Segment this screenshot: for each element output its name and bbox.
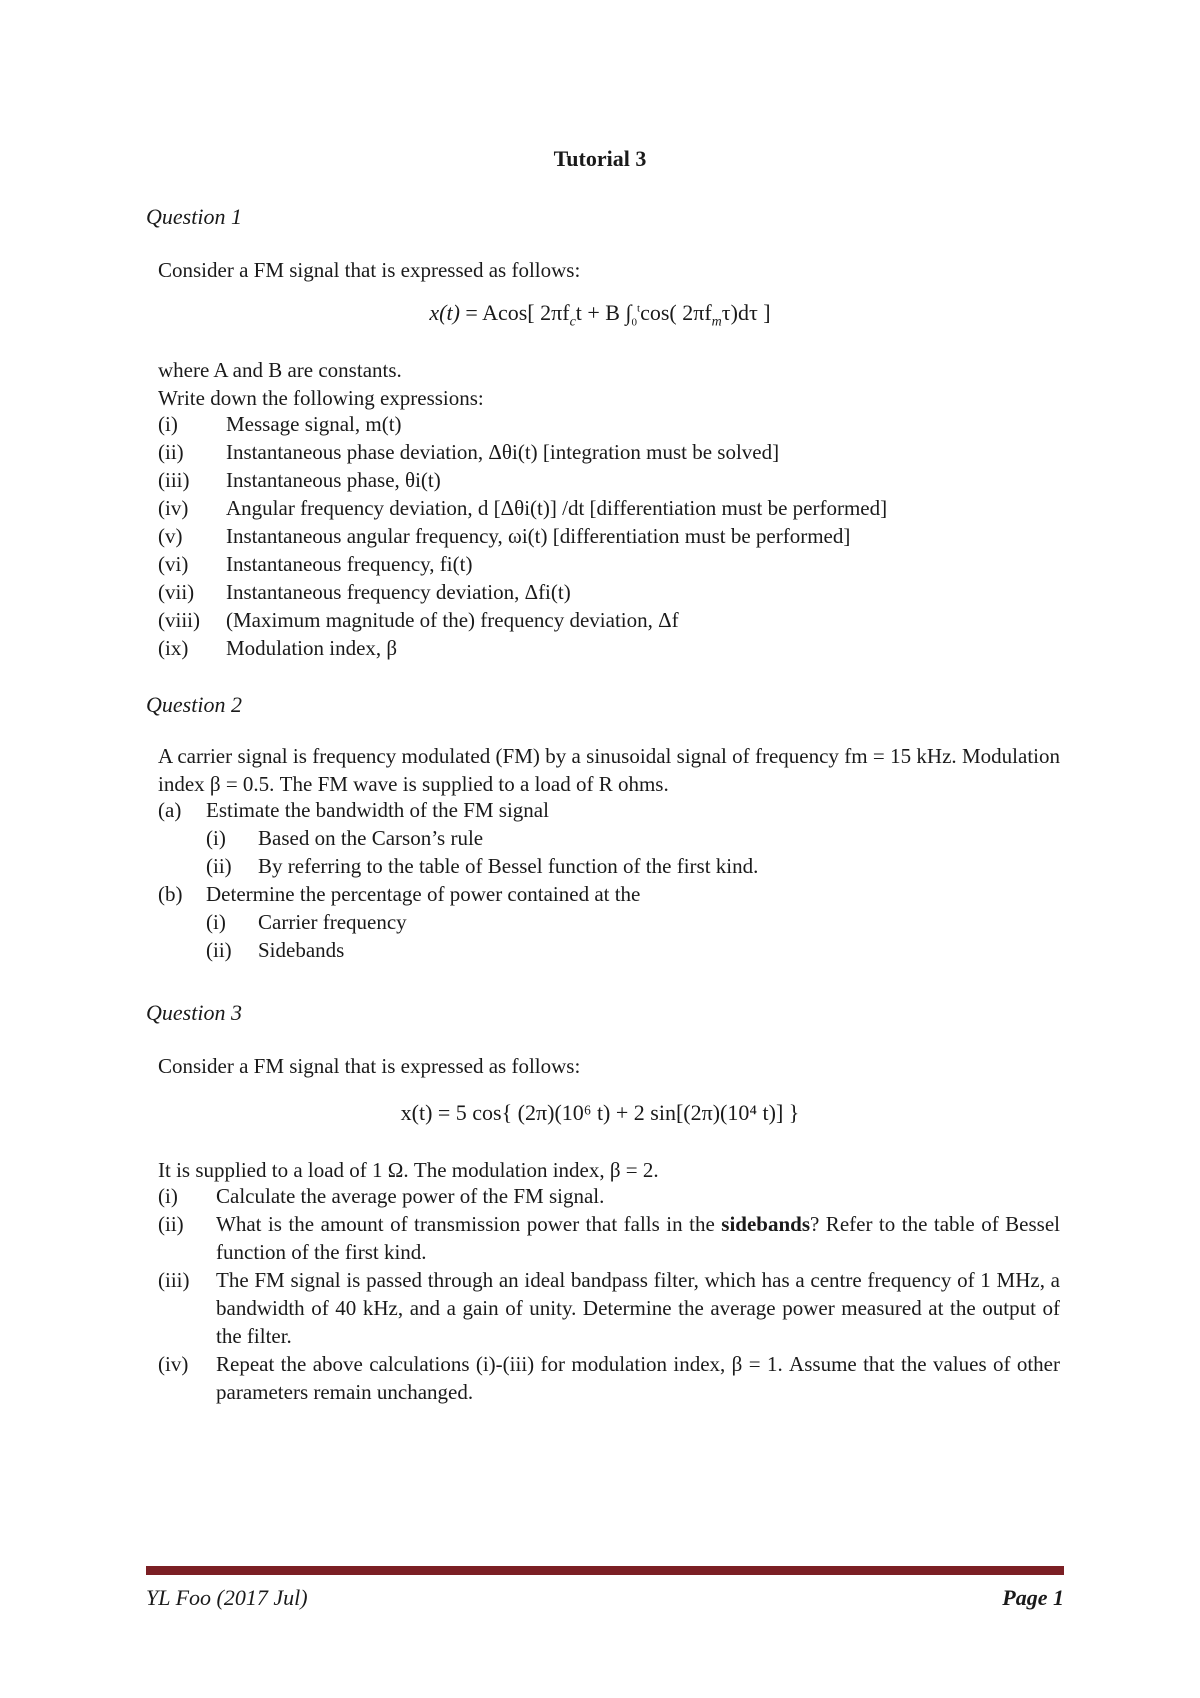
question-2-part-b <box>158 880 640 908</box>
question-3-intro: Consider a FM signal that is expressed as follows: <box>158 1054 581 1078</box>
list-item: (iii) The FM signal is passed through an ideal bandpass filter, which has a centre frequency of 1 MHz, a bandwidth of 40 kHz, and a gain of unity. Determine the average power measured at the output of the filter. <box>158 1268 1060 1348</box>
eq-end: τ)dτ ] <box>721 300 771 325</box>
footer-divider <box>146 1566 1064 1575</box>
question-2-part-a-list <box>206 824 758 880</box>
list-item: (ix) Modulation index, β <box>158 636 398 660</box>
list-item: (i) Message signal, m(t) <box>158 412 402 436</box>
list-item: (i) Based on the Carson’s rule <box>206 826 484 850</box>
list-item: (b) Determine the percentage of power contained at the <box>158 882 641 906</box>
question-1-intro: Consider a FM signal that is expressed as follows: <box>158 258 581 282</box>
question-1-where: where A and B are constants. <box>158 358 402 382</box>
question-2-part-a <box>158 796 549 824</box>
eq-lhs: x(t) <box>429 300 460 325</box>
list-item: (ii) Instantaneous phase deviation, Δθi(t) [integration must be solved] <box>158 440 780 464</box>
question-2-intro: A carrier signal is frequency modulated (FM) by a sinusoidal signal of frequency fm = 15 kHz. Modulation index β = 0.5. The FM wave is supplied to a load of R ohms. <box>158 744 1060 796</box>
question-3-heading: Question 3 <box>146 1000 242 1025</box>
list-item: (vi) Instantaneous frequency, fi(t) <box>158 552 473 576</box>
eq-sub-c: c <box>569 314 576 330</box>
question-1-heading: Question 1 <box>146 204 242 229</box>
question-3-load: It is supplied to a load of 1 Ω. The modulation index, β = 2. <box>158 1158 659 1182</box>
question-1-list <box>158 410 887 662</box>
list-item: (iv) Angular frequency deviation, d [Δθi(t)] /dt [differentiation must be performed] <box>158 496 888 520</box>
list-item: (ii) What is the amount of transmission power that falls in the sidebands? Refer to the table of Bessel function of the first kind. <box>158 1212 1061 1264</box>
list-item: (viii) (Maximum magnitude of the) frequency deviation, Δf <box>158 608 679 632</box>
question-3-equation: x(t) = 5 cos{ (2π)(10⁶ t) + 2 sin[(2π)(10⁴ t)] } <box>400 1100 800 1125</box>
eq-cos: cos( 2πf <box>640 300 712 325</box>
eq-sub-m: m <box>711 314 722 330</box>
list-item: (v) Instantaneous angular frequency, ωi(t) [differentiation must be performed] <box>158 524 851 548</box>
footer-author: YL Foo (2017 Jul) <box>146 1585 308 1610</box>
list-item: (ii) By referring to the table of Bessel function of the first kind. <box>206 854 759 878</box>
list-item: (iii) Instantaneous phase, θi(t) <box>158 468 441 492</box>
eq-mid: t + B ∫ <box>575 300 632 325</box>
list-item: (vii) Instantaneous frequency deviation, Δfi(t) <box>158 580 571 604</box>
question-1-write: Write down the following expressions: <box>158 386 484 410</box>
question-2-part-b-list <box>206 908 407 964</box>
list-item: (a) Estimate the bandwidth of the FM signal <box>158 798 549 822</box>
question-3-list <box>158 1182 1060 1406</box>
eq-rhs: = Acos[ 2πf <box>465 300 570 325</box>
footer-page-number: Page 1 <box>1002 1585 1064 1610</box>
list-item: (i) Carrier frequency <box>206 910 407 934</box>
list-item: (ii) Sidebands <box>206 938 345 962</box>
question-2-heading: Question 2 <box>146 692 242 717</box>
question-1-equation <box>0 300 1200 330</box>
eq-lower-limit: 0 <box>631 316 638 329</box>
page-title: Tutorial 3 <box>553 146 647 171</box>
list-item: (i) Calculate the average power of the FM signal. <box>158 1184 605 1208</box>
list-item: (iv) Repeat the above calculations (i)-(iii) for modulation index, β = 1. Assume that the values of other parameters remain unchanged. <box>158 1352 1060 1404</box>
sidebands-emphasis: sidebands <box>721 1212 810 1236</box>
eq-upper-limit: t <box>637 302 641 315</box>
